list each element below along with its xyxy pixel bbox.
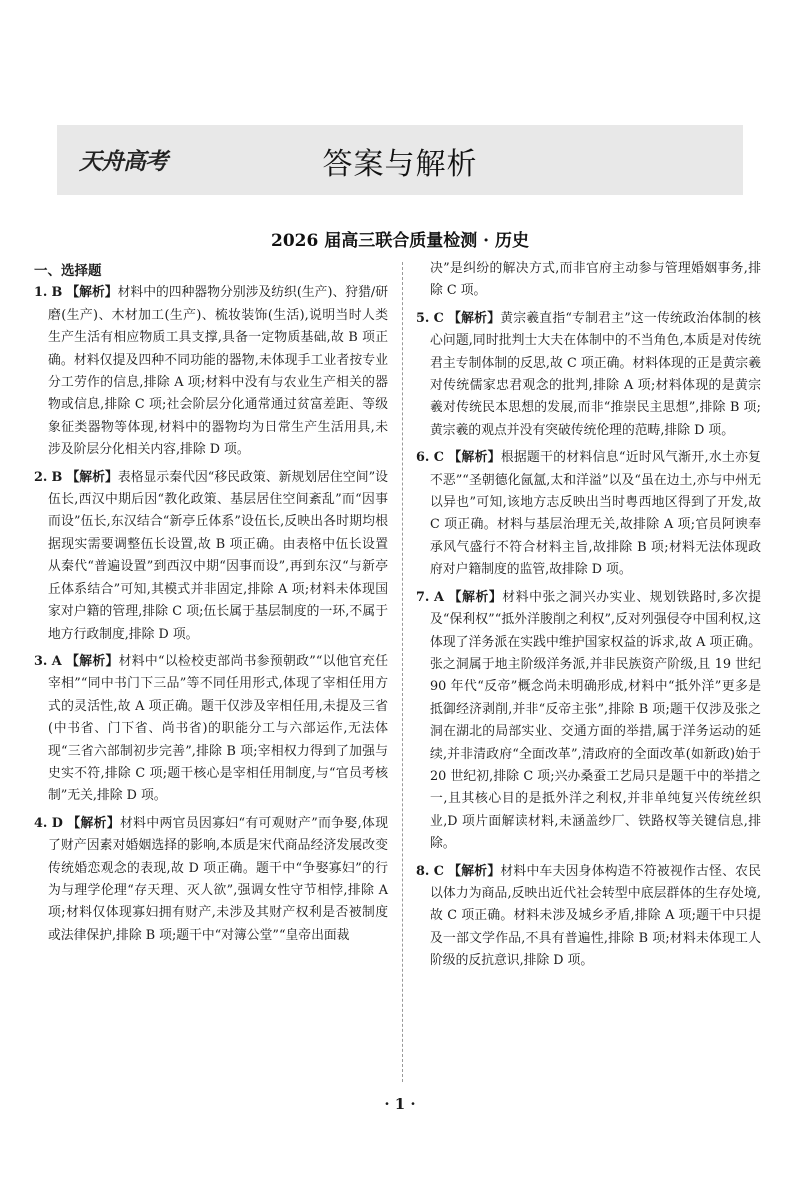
section-heading: 一、选择题	[34, 263, 102, 279]
right-column	[416, 258, 761, 978]
answer-item-1: 1. B 【解析】材料中的四种器物分别涉及纺织(生产)、狩猎/研磨(生产)、木材加工(生产)、梳妆装饰(生活),说明当时人类生产生活有相应物质工具支撑,具备一定物质基础,故 B 项正确。材料仅提及四种不同功能的器物,未体现手工业者按专业分工劳作的信息,排除 A 项;材料中没有与农业生产相关的器物或信息,排除 C 项;社会阶层分化通常通过贫富差距、等级象征类器物等体现,材料中的器物均为日常生产生活用具,未涉及阶层分化相关内容,排除 D 项。	[34, 285, 388, 458]
answer-item-8: 8. C 【解析】材料中车夫因身体构造不符被视作古怪、农民以体力为商品,反映出近代社会转型中底层群体的生存处境,故 C 项正确。材料未涉及城乡矛盾,排除 A 项;题干中只提及一部文学作品,不具有普遍性,排除 B 项;材料未体现工人阶级的反抗意识,排除 D 项。	[416, 863, 762, 969]
header-banner	[57, 125, 743, 195]
answer-item-5: 5. C 【解析】黄宗羲直指“专制君主”这一传统政治体制的核心问题,同时批判士大夫在体制中的不当角色,本质是对传统君主专制体制的反思,故 C 项正确。材料体现的正是黄宗羲对传统儒家忠君观念的批判,排除 A 项;材料体现的是黄宗羲对传统民本思想的发展,而非“推崇民主思想”,排除 B 项;黄宗羲的观点并没有突破传统伦理的范畴,排除 D 项。	[416, 310, 761, 438]
answer-item-2: 2. B 【解析】表格显示秦代因“移民政策、新规划居住空间”设伍长,西汉中期后因“教化政策、基层居住空间紊乱”而“因事而设”伍长,东汉结合“新亭丘体系”设伍长,反映出各时期均根据现实需要调整伍长设置,故 B 项正确。由表格中伍长设置从秦代“普遍设置”到西汉中期“因事而设”,再到东汉“与新亭丘体系结合”可知,其模式并非固定,排除 A 项;材料未体现国家对户籍的管理,排除 C 项;伍长属于基层制度的一环,不属于地方行政制度,排除 D 项。	[34, 469, 388, 642]
column-divider	[402, 262, 403, 1082]
brand-logo: 天舟高考	[79, 149, 167, 175]
answer-item-4: 4. D 【解析】材料中两官员因寡妇“有可观财产”而争娶,体现了财产因素对婚姻选择的影响,本质是宋代商品经济发展改变传统婚恋观念的表现,故 D 项正确。题干中“争娶寡妇”的行为与理学伦理“存天理、灭人欲”,强调女性守节相悖,排除 A 项;材料仅体现寡妇拥有财产,未涉及其财产权利是否被制度或法律保护,排除 B 项;题干中“对簿公堂”“皇帝出面裁	[34, 815, 388, 943]
answer-item-6: 6. C 【解析】根据题干的材料信息“近时风气渐开,水土亦复不恶”“圣朝德化氤氲,太和洋溢”以及“虽在边土,亦与中州无以异也”可知,该地方志反映出当时粤西地区得到了开发,故 C 项正确。材料与基层治理无关,故排除 A 项;官员阿谀奉承风气盛行不符合材料主旨,故排除 B 项;材料无法体现政府对户籍制度的监管,故排除 D 项。	[416, 450, 761, 578]
exam-subtitle: 2026 届高三联合质量检测 · 历史	[271, 231, 529, 251]
answer-item-4-continued: 决”是纠纷的解决方式,而非官府主动参与管理婚姻事务,排除 C 项。	[430, 261, 761, 299]
answer-item-3: 3. A 【解析】材料中“以检校吏部尚书参预朝政”“以他官充任宰相”“同中书门下三品”等不同任用形式,体现了宰相任用方式的灵活性,故 A 项正确。题干仅涉及宰相任用,未提及三省(中书省、门下省、尚书省)的职能分工与六部运作,无法体现“三省六部制初步完善”,排除 B 项;宰相权力得到了加强与史实不符,排除 C 项;题干核心是宰相任用制度,与“官员考核制”无关,排除 D 项。	[34, 653, 388, 804]
page-title: 答案与解析	[322, 147, 478, 182]
page-number: · 1 ·	[384, 1095, 416, 1113]
answer-item-7: 7. A 【解析】材料中张之洞兴办实业、规划铁路时,多次提及“保利权”“抵外洋朘削之利权”,反对列强侵夺中国利权,这体现了洋务派在实践中维护国家权益的诉求,故 A 项正确。张之洞属于地主阶级洋务派,并非民族资产阶级,且 19 世纪 90 年代“反帝”概念尚未明确形成,材料中“抵外洋”更多是抵御经济剥削,并非“反帝主张”,排除 B 项;题干仅涉及张之洞在湖北的局部实业、交通方面的举措,属于洋务运动的延续,并非清政府“全面改革”,清政府的全面改革(如新政)始于 20 世纪初,排除 C 项;兴办桑蚕工艺局只是题干中的举措之一,且其核心目的是抵外洋之利权,并非单纯复兴传统丝织业,D 项片面解读材料,未涵盖纱厂、铁路权等关键信息,排除。	[416, 589, 762, 852]
left-column	[34, 258, 388, 952]
